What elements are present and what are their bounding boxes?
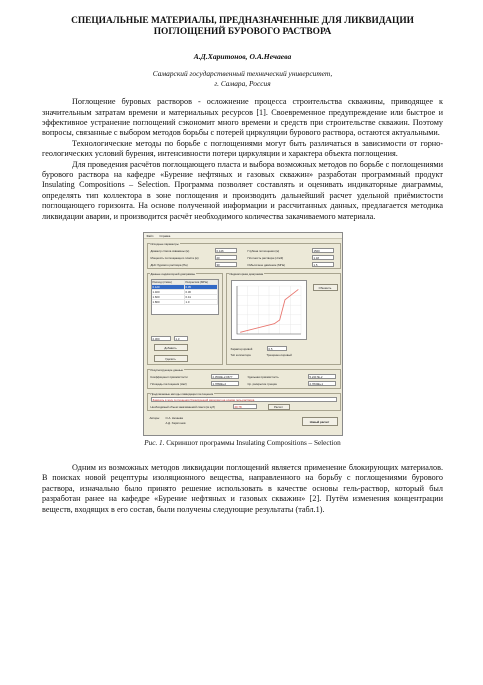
- app-author-2: А.Д. Харитонов: [165, 421, 186, 426]
- volume-field: 20.78: [233, 404, 257, 409]
- new-q-input[interactable]: 2.300: [151, 336, 171, 341]
- refresh-button[interactable]: Обновить: [313, 284, 338, 291]
- initial-params-group: [147, 243, 341, 269]
- table-cell: 0.30: [185, 290, 218, 294]
- paragraph-3: Для проведения расчётов поглощающего пласта и выбора возможных методов по борьбе с поглощениями бурового раствора на кафедре «Бурение нефтяных и газовых скважин» разработан программный продукт Insulating Compositions – Selection. Программа позволяет составлять и оценивать индикаторные диаграммы, определять тип коллектора в зоне поглощения и производить дальнейший расчет удельной приёмистости поглощающего горизонта. На основе полученной информации и рассчитанных данных, предлагается методика ликвидации аварии, и производится расчёт необходимого количества закачиваемого материала.: [42, 159, 443, 221]
- new-p-input[interactable]: 1.3: [174, 336, 188, 341]
- table-header-p: Репрессия (МПа): [185, 280, 218, 284]
- menu-bar: [144, 233, 342, 239]
- affiliation-line-1: Самарский государственный технический университет,: [152, 69, 333, 78]
- new-point-inputs: [151, 336, 188, 341]
- param-pressure-field[interactable]: 1.5: [312, 262, 334, 267]
- paragraph-1: Поглощение буровых растворов - осложнение процесса строительства скважины, приводящее к значительным затратам времени и материальных ресурсов [1]. Своевременное предупреждение или быстрое и эффективное устранение поглощений сэкономит много времени и средств при строительстве скважин. Поэтому вопросы, связанные с выбором методов борьбы с потерей циркуляции бурового раствора, остаются актуальными.: [42, 97, 443, 138]
- param-depth-field[interactable]: 1500: [312, 248, 334, 253]
- param-depth-label: Глубина поглощения (м): [247, 248, 280, 253]
- param-pressure-label: Избыточное давление (МПа): [247, 262, 286, 267]
- program-screenshot: [143, 232, 343, 436]
- title-line-2: ПОГЛОЩЕНИЙ БУРОВОГО РАСТВОРА: [153, 27, 332, 37]
- table-cell: 0.05: [185, 285, 218, 289]
- result-area-label: Площадь поглощения (см2): [150, 381, 187, 386]
- param-dns: [151, 262, 237, 267]
- chart-svg: [232, 281, 306, 339]
- table-cell: 1.0: [185, 300, 218, 304]
- method-text: Закачать в зону поглощения блокирующий материал на основе гель-раствора: [151, 397, 337, 402]
- indicator-data-title: Данные индикаторной диаграммы: [150, 272, 195, 277]
- result-area: [151, 381, 239, 386]
- table-row[interactable]: [152, 300, 218, 305]
- affiliation: [42, 69, 443, 88]
- param-diameter-field[interactable]: 0.146: [215, 248, 237, 253]
- table-header-q: Расход (л/мин): [152, 280, 185, 284]
- result-injectivity: [151, 374, 239, 379]
- app-authors-label: Авторы:: [149, 416, 160, 421]
- collector-type-row: [231, 353, 292, 357]
- param-thickness-field[interactable]: 20: [215, 255, 237, 260]
- caption-text: Скриншот программы Insulating Compositions – Selection: [166, 439, 341, 448]
- volume-label: Необходимый объем закачиваемой смеси (м куб): [150, 404, 216, 409]
- results-group: [147, 369, 341, 389]
- methods-group: [147, 393, 341, 411]
- add-button[interactable]: Добавить: [154, 344, 188, 351]
- calculate-button[interactable]: Расчёт: [268, 404, 290, 410]
- title-line-1: СПЕЦИАЛЬНЫЕ МАТЕРИАЛЫ, ПРЕДНАЗНАЧЕННЫЕ ДЛЯ ЛИКВИДАЦИИ: [71, 16, 414, 26]
- app-author-1: О.А. Нечаева: [165, 416, 183, 421]
- figure-caption: [42, 439, 443, 447]
- result-fracture: [248, 381, 336, 386]
- curve-character-row: [231, 346, 287, 351]
- table-cell: 1.400: [152, 290, 185, 294]
- authors: А.Д.Харитонов, О.А.Нечаева: [193, 52, 292, 61]
- param-pressure: [248, 262, 334, 267]
- menu-file[interactable]: Файл: [146, 233, 154, 238]
- param-thickness-label: Мощность поглощающего пласта (м): [150, 255, 199, 260]
- delete-button[interactable]: Удалить: [154, 355, 188, 362]
- paragraph-4: Одним из возможных методов ликвидации поглощений является применение блокирующих материалов. В поисках новой рецептуры изоляционного вещества, направленного на борьбу с поглощениями бурового раствора, изначально было принято решение использовать в качестве основы гель-раствор, который был разработан ранее на кафедре «Бурение нефтяных и газовых скважин» [2]. Путём изменения концентрации веществ, входящих в его состав, были получены следующие результаты (табл.1).: [42, 463, 443, 514]
- indicator-chart: [231, 280, 307, 340]
- app-authors: [150, 416, 186, 425]
- paragraph-2: Технологические методы по борьбе с поглощениями могут быть различаться в зависимости от горно-геологических условий бурения, интенсивности потери циркуляции и характера объекта поглощения.: [42, 138, 443, 159]
- new-calculation-button[interactable]: Новый расчет: [302, 417, 338, 426]
- param-diameter: [151, 248, 237, 253]
- paper-title: [42, 16, 443, 38]
- results-title: Результирующие данные: [150, 368, 184, 373]
- param-density: [248, 255, 334, 260]
- methods-title: Предлагаемые методы ликвидации поглощения: [150, 392, 214, 397]
- result-specific-field: 5.2417E-2: [308, 374, 336, 379]
- indicator-diagram-title: Индикаторная диаграмма: [229, 272, 264, 277]
- initial-params-title: Исходные параметры: [150, 242, 179, 247]
- curve-character-field: 0.5: [267, 346, 287, 351]
- curve-character-label: Характер кривой: [230, 346, 253, 351]
- table-cell: 0.41: [185, 295, 218, 299]
- result-injectivity-field: 2.3502E-2,0677: [211, 374, 239, 379]
- param-thickness: [151, 255, 237, 260]
- volume-row: [151, 404, 257, 409]
- indicator-data-group: [147, 273, 223, 365]
- result-specific: [248, 374, 336, 379]
- affiliation-line-2: г. Самара, Россия: [214, 78, 271, 88]
- app-authors-names: [166, 416, 186, 425]
- result-specific-label: Удельная приёмистость: [247, 374, 279, 379]
- table-cell: 1.600: [152, 295, 185, 299]
- param-density-field[interactable]: 1.18: [312, 255, 334, 260]
- collector-type-label: Тип коллектора: [230, 353, 251, 358]
- chart-series-line: [240, 289, 298, 332]
- table-cell: 0.120: [152, 285, 185, 289]
- param-dns-field[interactable]: 30: [215, 262, 237, 267]
- collector-type-value: Трещинно-поровый: [266, 353, 292, 358]
- result-fracture-field: 2.7843E+1: [308, 381, 336, 386]
- param-diameter-label: Диаметр ствола скважины (м): [150, 248, 190, 253]
- param-depth: [248, 248, 334, 253]
- indicator-diagram-group: [226, 273, 341, 365]
- indicator-table[interactable]: [151, 279, 219, 315]
- param-density-label: Плотность раствора (г/см3): [247, 255, 284, 260]
- result-injectivity-label: Коэффициент приёмистости: [150, 374, 188, 379]
- result-area-field: 1.7882E+2: [211, 381, 239, 386]
- caption-label: Рис. 1.: [144, 439, 165, 448]
- table-cell: 1.800: [152, 300, 185, 304]
- result-fracture-label: Ср. раскрытие трещин: [247, 381, 277, 386]
- param-dns-label: ДНС бурового раствора (Па): [150, 262, 188, 267]
- menu-help[interactable]: Справка: [159, 233, 171, 238]
